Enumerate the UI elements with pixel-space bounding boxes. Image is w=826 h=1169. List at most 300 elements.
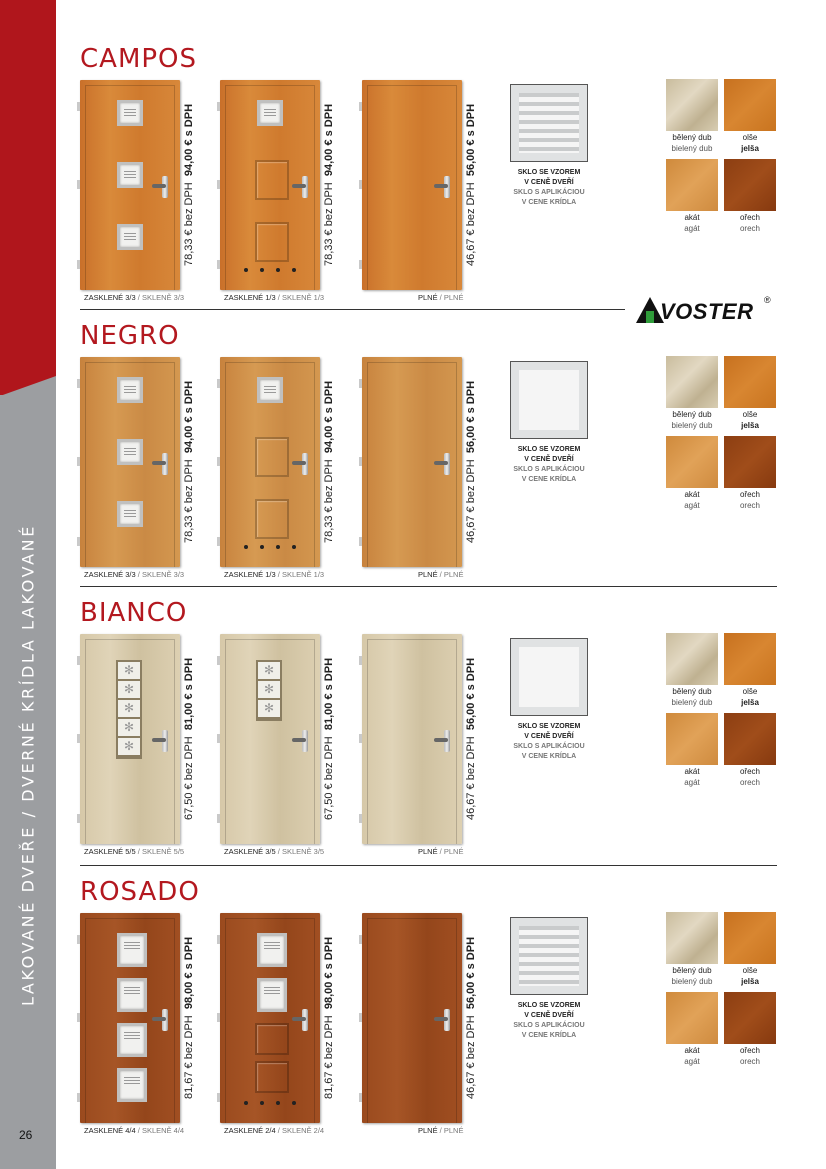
hinge-icon xyxy=(77,935,80,944)
vent-hole-icon xyxy=(292,1101,296,1105)
sidebar-vertical-text: LAKOVANÉ DVEŘE / DVERNÉ KRÍDLA LAKOVANÉ xyxy=(18,524,38,1006)
section-title: NEGRO xyxy=(80,321,180,351)
sample-caption-sk: V CENE KRÍDLA xyxy=(521,199,577,206)
swatch-label-sk: orech xyxy=(739,778,760,787)
caption-sk: SKLENĚ 3/5 xyxy=(281,847,325,856)
price-net: 78,33 € bez DPH xyxy=(183,459,195,544)
color-swatch xyxy=(724,992,776,1044)
door-panel xyxy=(255,1023,289,1055)
price-separator xyxy=(183,453,195,459)
color-swatch xyxy=(666,356,718,408)
glass-pane xyxy=(117,439,143,465)
sample-caption-sk: SKLO S APLIKÁCIOU xyxy=(513,466,585,473)
caption-sk: PLNÉ xyxy=(443,293,464,302)
price-net: 67,50 € bez DPH xyxy=(183,736,195,821)
door-price xyxy=(460,80,482,290)
hinge-icon xyxy=(359,379,362,388)
sample-caption-cz: V CENĚ DVEŘÍ xyxy=(524,733,574,740)
door-price xyxy=(178,913,200,1123)
door-caption xyxy=(224,570,324,579)
hinge-icon xyxy=(77,1093,80,1102)
hinge-icon xyxy=(77,656,80,665)
door-item xyxy=(220,634,320,844)
caption-cz: ZASKLENÉ 1/3 xyxy=(224,293,276,302)
swatch-label-cz: olše xyxy=(742,410,758,419)
swatch-label xyxy=(720,132,780,154)
glass-pane xyxy=(257,933,287,967)
section-divider xyxy=(80,586,777,587)
door-price xyxy=(178,357,200,567)
door-item xyxy=(220,357,320,567)
swatch-label-sk: bielený dub xyxy=(671,144,713,153)
price-text xyxy=(465,658,477,820)
hinge-icon xyxy=(77,260,80,269)
swatch-label-sk: bielený dub xyxy=(671,977,713,986)
swatch-label xyxy=(720,1045,780,1067)
door-image xyxy=(362,634,462,844)
color-swatch xyxy=(724,912,776,964)
section-negro xyxy=(80,321,780,601)
caption-sk: SKLENĚ 5/5 xyxy=(141,847,185,856)
door-item xyxy=(80,80,180,290)
color-swatch xyxy=(724,713,776,765)
hinge-icon xyxy=(77,814,80,823)
door-handle-icon xyxy=(444,1009,450,1031)
section-title: CAMPOS xyxy=(80,44,198,74)
price-gross: 98,00 € s DPH xyxy=(183,936,195,1010)
caption-cz: ZASKLENÉ 4/4 xyxy=(84,1126,136,1135)
door-item xyxy=(220,80,320,290)
door-image xyxy=(220,634,320,844)
color-swatch xyxy=(666,992,718,1044)
door-handle-icon xyxy=(302,1009,308,1031)
price-separator xyxy=(465,176,477,182)
caption-slash: / xyxy=(275,293,282,302)
door-image xyxy=(80,913,180,1123)
swatch-label-sk: jelša xyxy=(741,144,759,153)
hinge-icon xyxy=(217,935,220,944)
price-text xyxy=(183,104,195,266)
glass-sample-image xyxy=(510,84,588,162)
sidebar-red-band xyxy=(0,0,56,395)
door-handle-icon xyxy=(302,176,308,198)
swatch-label-cz: ořech xyxy=(739,490,760,499)
door-price xyxy=(178,80,200,290)
price-gross: 94,00 € s DPH xyxy=(183,103,195,177)
sample-caption-cz: V CENĚ DVEŘÍ xyxy=(524,456,574,463)
sample-caption-sk: V CENE KRÍDLA xyxy=(521,753,577,760)
price-separator xyxy=(465,453,477,459)
door-handle-icon xyxy=(444,730,450,752)
swatch-label xyxy=(662,409,722,431)
hinge-icon xyxy=(217,1013,220,1022)
glass-sample-image xyxy=(510,361,588,439)
sample-caption-cz: SKLO SE VZOREM xyxy=(517,169,581,176)
swatch-label xyxy=(662,965,722,987)
caption-slash: / xyxy=(437,570,444,579)
hinge-icon xyxy=(359,1093,362,1102)
door-caption xyxy=(224,293,324,302)
caption-sk: PLNÉ xyxy=(443,847,464,856)
door-item xyxy=(362,634,462,844)
caption-slash: / xyxy=(437,1126,444,1135)
swatch-label-cz: bělený dub xyxy=(672,687,712,696)
hinge-icon xyxy=(217,379,220,388)
glass-strip xyxy=(116,660,142,759)
swatch-label xyxy=(662,489,722,511)
swatch-label-sk: orech xyxy=(739,501,760,510)
vent-hole-icon xyxy=(292,268,296,272)
hinge-icon xyxy=(359,935,362,944)
door-image xyxy=(362,913,462,1123)
price-net: 78,33 € bez DPH xyxy=(323,182,335,267)
sample-caption-sk: V CENE KRÍDLA xyxy=(521,1032,577,1039)
caption-cz: ZASKLENÉ 3/5 xyxy=(224,847,276,856)
swatch-label-sk: bielený dub xyxy=(671,421,713,430)
logo-registered-mark: ® xyxy=(764,295,771,305)
vent-hole-icon xyxy=(276,1101,280,1105)
swatch-label-cz: akát xyxy=(684,1046,700,1055)
door-caption xyxy=(84,293,184,302)
door-caption xyxy=(84,847,184,856)
swatch-label-sk: agát xyxy=(684,778,700,787)
caption-slash: / xyxy=(135,570,142,579)
door-caption xyxy=(84,1126,184,1135)
price-net: 46,67 € bez DPH xyxy=(465,182,477,267)
door-price xyxy=(318,80,340,290)
glass-sample-image xyxy=(510,917,588,995)
swatch-label xyxy=(720,766,780,788)
swatch-label-cz: olše xyxy=(742,687,758,696)
glass-pane xyxy=(117,978,147,1012)
door-item xyxy=(362,357,462,567)
door-image xyxy=(80,357,180,567)
door-handle-icon xyxy=(162,176,168,198)
price-text xyxy=(323,104,335,266)
caption-sk: SKLENĚ 1/3 xyxy=(281,293,325,302)
logo-text: VOSTER xyxy=(660,299,754,324)
door-handle-icon xyxy=(162,730,168,752)
caption-slash: / xyxy=(275,847,282,856)
vent-hole-icon xyxy=(244,545,248,549)
price-gross: 81,00 € s DPH xyxy=(323,657,335,731)
hinge-icon xyxy=(359,656,362,665)
hinge-icon xyxy=(359,260,362,269)
swatch-label-sk: jelša xyxy=(741,698,759,707)
door-image xyxy=(80,80,180,290)
glass-sample-caption xyxy=(490,1001,608,1041)
caption-slash: / xyxy=(135,293,142,302)
price-text xyxy=(465,381,477,543)
caption-sk: SKLENĚ 3/3 xyxy=(141,293,185,302)
glass-pane xyxy=(258,681,280,700)
sample-caption-sk: SKLO S APLIKÁCIOU xyxy=(513,1022,585,1029)
caption-sk: PLNÉ xyxy=(443,570,464,579)
door-item xyxy=(362,913,462,1123)
door-panel xyxy=(255,160,289,200)
section-bianco xyxy=(80,598,780,878)
door-price xyxy=(178,634,200,844)
vent-hole-icon xyxy=(292,545,296,549)
swatch-label-sk: bielený dub xyxy=(671,698,713,707)
door-handle-icon xyxy=(444,176,450,198)
color-swatch xyxy=(724,79,776,131)
door-panel xyxy=(255,222,289,262)
hinge-icon xyxy=(77,180,80,189)
hinge-icon xyxy=(77,1013,80,1022)
door-image xyxy=(220,357,320,567)
price-gross: 94,00 € s DPH xyxy=(323,380,335,454)
vent-hole-icon xyxy=(260,268,264,272)
price-text xyxy=(323,381,335,543)
hinge-icon xyxy=(359,180,362,189)
door-caption xyxy=(418,570,463,579)
price-net: 78,33 € bez DPH xyxy=(323,459,335,544)
caption-cz: PLNÉ xyxy=(418,570,438,579)
swatch-label-sk: orech xyxy=(739,224,760,233)
door-item xyxy=(220,913,320,1123)
color-swatch xyxy=(724,159,776,211)
hinge-icon xyxy=(217,457,220,466)
glass-pane xyxy=(117,224,143,250)
caption-cz: ZASKLENÉ 5/5 xyxy=(84,847,136,856)
glass-pane xyxy=(117,162,143,188)
glass-pane xyxy=(118,681,140,700)
door-handle-icon xyxy=(162,453,168,475)
swatch-label-sk: jelša xyxy=(741,421,759,430)
color-swatch xyxy=(666,912,718,964)
door-panel xyxy=(255,499,289,539)
glass-sample-caption xyxy=(490,168,608,208)
door-handle-icon xyxy=(302,453,308,475)
glass-pane xyxy=(258,662,280,681)
swatch-label xyxy=(720,409,780,431)
door-item xyxy=(80,634,180,844)
door-image xyxy=(220,80,320,290)
price-gross: 56,00 € s DPH xyxy=(465,657,477,731)
swatch-label-cz: ořech xyxy=(739,213,760,222)
glass-pane xyxy=(257,377,283,403)
door-caption xyxy=(418,1126,463,1135)
door-price xyxy=(460,913,482,1123)
caption-cz: PLNÉ xyxy=(418,293,438,302)
swatch-label xyxy=(662,1045,722,1067)
door-caption xyxy=(224,847,324,856)
hinge-icon xyxy=(359,102,362,111)
caption-cz: ZASKLENÉ 3/3 xyxy=(84,570,136,579)
door-price xyxy=(460,357,482,567)
glass-pane xyxy=(257,100,283,126)
door-image xyxy=(362,80,462,290)
section-divider xyxy=(80,865,777,866)
price-net: 46,67 € bez DPH xyxy=(465,736,477,821)
swatch-label-cz: akát xyxy=(684,767,700,776)
price-gross: 56,00 € s DPH xyxy=(465,380,477,454)
door-price xyxy=(318,357,340,567)
hinge-icon xyxy=(217,102,220,111)
swatch-label-sk: jelša xyxy=(741,977,759,986)
swatch-label xyxy=(720,965,780,987)
vent-hole-icon xyxy=(244,268,248,272)
sample-caption-sk: V CENE KRÍDLA xyxy=(521,476,577,483)
glass-sample-caption xyxy=(490,445,608,485)
door-handle-icon xyxy=(302,730,308,752)
door-caption xyxy=(418,293,463,302)
door-panel xyxy=(255,437,289,477)
price-gross: 94,00 € s DPH xyxy=(323,103,335,177)
door-image xyxy=(80,634,180,844)
glass-pane xyxy=(117,1068,147,1102)
glass-pane xyxy=(117,933,147,967)
price-text xyxy=(465,937,477,1099)
caption-sk: PLNÉ xyxy=(443,1126,464,1135)
sample-caption-cz: V CENĚ DVEŘÍ xyxy=(524,179,574,186)
glass-pane xyxy=(117,100,143,126)
hinge-icon xyxy=(359,537,362,546)
swatch-label-cz: bělený dub xyxy=(672,966,712,975)
price-net: 81,67 € bez DPH xyxy=(323,1015,335,1100)
swatch-label xyxy=(720,686,780,708)
caption-slash: / xyxy=(437,847,444,856)
caption-slash: / xyxy=(135,1126,142,1135)
hinge-icon xyxy=(359,457,362,466)
caption-cz: ZASKLENÉ 1/3 xyxy=(224,570,276,579)
glass-pane xyxy=(118,738,140,757)
price-text xyxy=(183,937,195,1099)
sidebar xyxy=(0,0,56,1169)
price-gross: 94,00 € s DPH xyxy=(183,380,195,454)
glass-sample-caption xyxy=(490,722,608,762)
glass-pane xyxy=(118,662,140,681)
hinge-icon xyxy=(217,656,220,665)
swatch-label xyxy=(662,212,722,234)
hinge-icon xyxy=(77,379,80,388)
caption-cz: PLNÉ xyxy=(418,1126,438,1135)
price-net: 81,67 € bez DPH xyxy=(183,1015,195,1100)
swatch-label-sk: agát xyxy=(684,224,700,233)
caption-slash: / xyxy=(275,570,282,579)
glass-pane xyxy=(258,700,280,719)
price-gross: 81,00 € s DPH xyxy=(183,657,195,731)
hinge-icon xyxy=(77,102,80,111)
hinge-icon xyxy=(217,537,220,546)
hinge-icon xyxy=(217,814,220,823)
price-separator xyxy=(323,730,335,736)
door-image xyxy=(220,913,320,1123)
glass-sample-pane xyxy=(519,370,579,430)
price-separator xyxy=(323,1009,335,1015)
price-text xyxy=(183,381,195,543)
door-price xyxy=(318,634,340,844)
color-swatch xyxy=(724,633,776,685)
price-net: 46,67 € bez DPH xyxy=(465,459,477,544)
hinge-icon xyxy=(359,734,362,743)
glass-pane xyxy=(118,719,140,738)
color-swatch xyxy=(724,436,776,488)
vent-hole-icon xyxy=(276,545,280,549)
glass-sample-pane xyxy=(519,647,579,707)
hinge-icon xyxy=(217,180,220,189)
glass-pattern-icon xyxy=(519,926,579,986)
sample-caption-cz: SKLO SE VZOREM xyxy=(517,1002,581,1009)
price-text xyxy=(183,658,195,820)
swatch-label-cz: olše xyxy=(742,133,758,142)
price-gross: 98,00 € s DPH xyxy=(323,936,335,1010)
hinge-icon xyxy=(77,734,80,743)
sample-caption-cz: V CENĚ DVEŘÍ xyxy=(524,1012,574,1019)
vent-hole-icon xyxy=(276,268,280,272)
swatch-label-cz: akát xyxy=(684,490,700,499)
price-separator xyxy=(183,1009,195,1015)
price-net: 78,33 € bez DPH xyxy=(183,182,195,267)
price-separator xyxy=(183,176,195,182)
section-title: ROSADO xyxy=(80,877,200,907)
price-gross: 56,00 € s DPH xyxy=(465,936,477,1010)
swatch-label xyxy=(662,686,722,708)
section-title: BIANCO xyxy=(80,598,188,628)
swatch-label xyxy=(662,766,722,788)
color-swatch xyxy=(666,79,718,131)
glass-pane xyxy=(117,501,143,527)
vent-hole-icon xyxy=(260,545,264,549)
price-gross: 56,00 € s DPH xyxy=(465,103,477,177)
hinge-icon xyxy=(77,537,80,546)
color-swatch xyxy=(666,159,718,211)
glass-pane xyxy=(257,978,287,1012)
hinge-icon xyxy=(217,1093,220,1102)
hinge-icon xyxy=(359,814,362,823)
door-handle-icon xyxy=(444,453,450,475)
swatch-label xyxy=(720,212,780,234)
sample-caption-sk: SKLO S APLIKÁCIOU xyxy=(513,743,585,750)
price-net: 67,50 € bez DPH xyxy=(323,736,335,821)
swatch-label-cz: ořech xyxy=(739,767,760,776)
door-item xyxy=(362,80,462,290)
price-text xyxy=(323,937,335,1099)
hinge-icon xyxy=(217,260,220,269)
vent-hole-icon xyxy=(244,1101,248,1105)
sample-caption-cz: SKLO SE VZOREM xyxy=(517,446,581,453)
hinge-icon xyxy=(217,734,220,743)
price-separator xyxy=(323,453,335,459)
door-item xyxy=(80,357,180,567)
glass-pane xyxy=(117,377,143,403)
door-item xyxy=(80,913,180,1123)
caption-cz: ZASKLENÉ 3/3 xyxy=(84,293,136,302)
caption-sk: SKLENĚ 2/4 xyxy=(281,1126,325,1135)
glass-pattern-icon xyxy=(519,93,579,153)
door-caption xyxy=(418,847,463,856)
door-caption xyxy=(224,1126,324,1135)
color-swatch xyxy=(666,713,718,765)
price-text xyxy=(465,104,477,266)
swatch-label-cz: bělený dub xyxy=(672,410,712,419)
vent-hole-icon xyxy=(260,1101,264,1105)
color-swatch xyxy=(724,356,776,408)
glass-sample-image xyxy=(510,638,588,716)
door-caption xyxy=(84,570,184,579)
page-number: 26 xyxy=(19,1128,33,1142)
price-net: 46,67 € bez DPH xyxy=(465,1015,477,1100)
caption-slash: / xyxy=(135,847,142,856)
swatch-label-cz: bělený dub xyxy=(672,133,712,142)
color-swatch xyxy=(666,633,718,685)
glass-pane xyxy=(117,1023,147,1057)
hinge-icon xyxy=(77,457,80,466)
color-swatch xyxy=(666,436,718,488)
price-separator xyxy=(323,176,335,182)
section-campos xyxy=(80,44,780,324)
